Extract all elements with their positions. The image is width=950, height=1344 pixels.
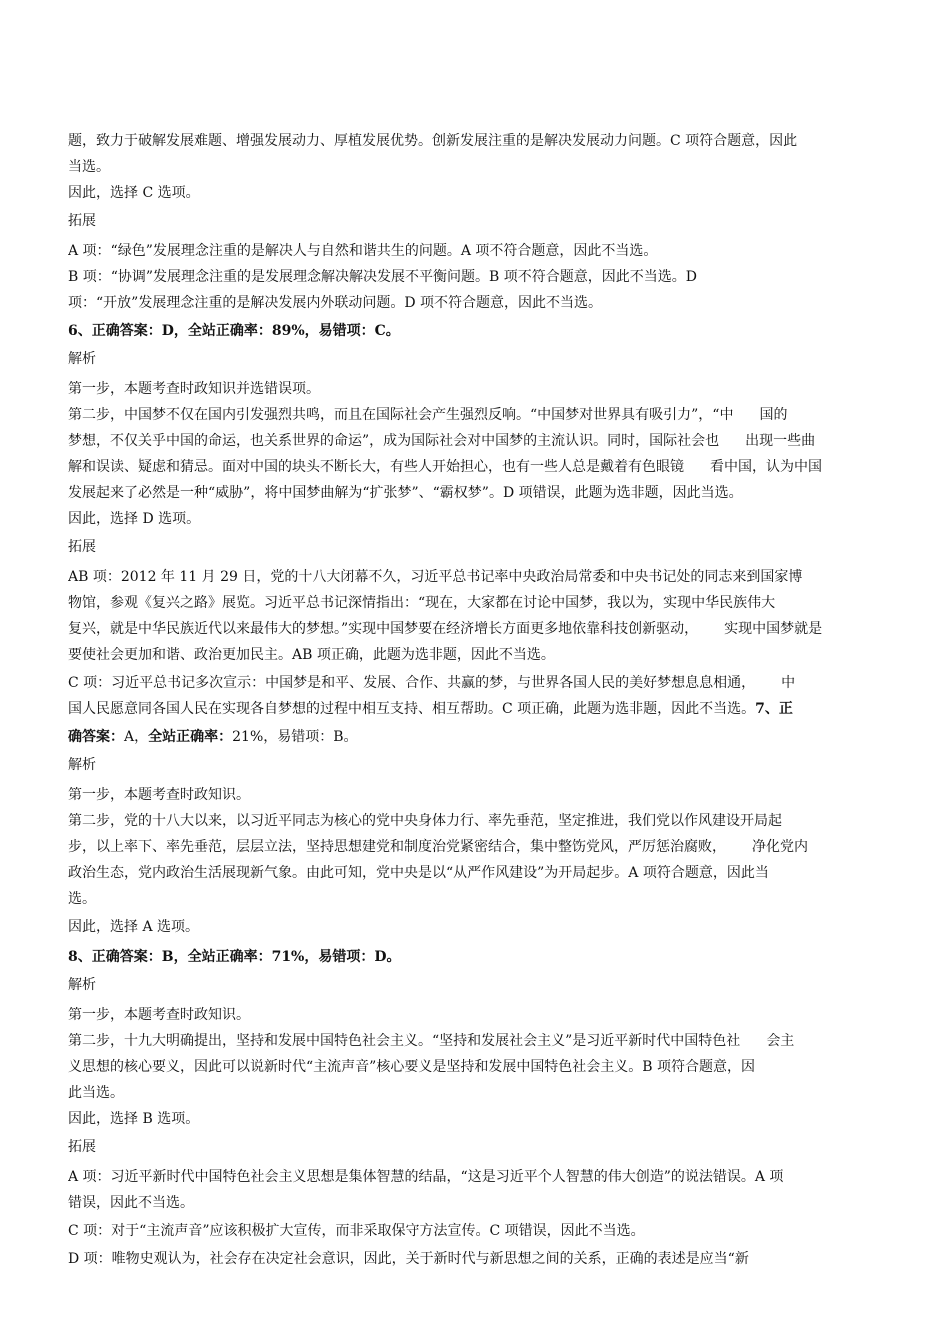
text-line: 要使社会更加和谐、政治更加民主。AB 项正确，此题为选非题，因此不当选。 [68,647,555,663]
text-line: 因此，选择 A 选项。 [68,919,200,935]
text-line [68,674,898,692]
text-line: A 项：习近平新时代中国特色社会主义思想是集体智慧的结晶，“这是习近平个人智慧的伟大创造”的说法错误。A 项 [68,1169,784,1185]
section-label-analysis: 解析 [68,977,96,993]
text-line [68,700,898,718]
text-line [68,406,898,424]
answer-label: 确答案： [68,729,124,745]
text-line: AB 项：2012 年 11 月 29 日，党的十八大闭幕不久，习近平总书记率中央政治局常委和中央书记处的同志来到国家博 [68,569,803,585]
text-fragment: 实现中国梦就是 [724,621,823,637]
text-fragment: 梦想，不仅关乎中国的命运，也关系世界的命运”，成为国际社会对中国梦的主流认识。同时，国际社会也 [68,433,720,449]
text-line: 因此，选择 D 选项。 [68,511,201,527]
text-line: A 项：“绿色”发展理念注重的是解决人与自然和谐共生的问题。A 项不符合题意，因此不当选。 [68,243,658,259]
text-fragment: 第二步，十九大明确提出，坚持和发展中国特色社会主义。“坚持和发展社会主义”是习近平新时代中国特色社 [68,1033,741,1049]
text-line: 第一步，本题考查时政知识。 [68,787,250,803]
text-fragment: 中 [781,675,796,691]
text-line: 发展起来了必然是一种“威胁”，将中国梦曲解为“扩张梦”、“霸权梦”。D 项错误，此题为选非题，因此当选。 [68,485,743,501]
answer-heading-6: 6、正确答案：D，全站正确率：89%，易错项：C。 [68,323,400,339]
text-line [68,458,898,476]
text-fragment: 解和误读、疑虑和猜忌。面对中国的块头不断长大，有些人开始担心，也有一些人总是戴着有色眼镜 [68,459,684,475]
text-line [68,1032,898,1050]
section-label-analysis: 解析 [68,351,96,367]
answer-heading-8: 8、正确答案：B，全站正确率：71%，易错项：D。 [68,949,401,965]
text-line: 当选。 [68,159,110,175]
answer-value: A， [124,729,149,745]
text-line: 义思想的核心要义，因此可以说新时代“主流声音”核心要义是坚持和发展中国特色社会主义。B 项符合题意，因 [68,1059,756,1075]
text-fragment: 会主 [766,1033,795,1049]
section-label-extension: 拓展 [68,213,96,229]
text-line: 项：“开放”发展理念注重的是解决发展内外联动问题。D 项不符合题意，因此不当选。 [68,295,602,311]
text-fragment: 出现一些曲 [745,433,816,449]
text-line: 选。 [68,891,96,907]
text-line [68,728,898,746]
section-label-extension: 拓展 [68,1139,96,1155]
text-line: 政治生态，党内政治生活展现新气象。由此可知，党中央是以“从严作风建设”为开局起步。A 项符合题意，因此当 [68,865,769,881]
text-line [68,620,898,638]
text-line: 此当选。 [68,1085,124,1101]
text-fragment: 净化党内 [752,839,808,855]
accuracy-label: 全站正确率： [148,729,233,745]
text-line: 错误，因此不当选。 [68,1195,194,1211]
text-fragment: 步，以上率下、率先垂范，层层立法，坚持思想建党和制度治党紧密结合，集中整饬党风，严厉惩治腐败， [68,839,726,855]
text-line: 第一步，本题考查时政知识并选错误项。 [68,381,320,397]
text-line [68,838,898,856]
text-fragment: 看中国，认为中国 [710,459,822,475]
text-line: 因此，选择 C 选项。 [68,185,200,201]
text-line: 因此，选择 B 选项。 [68,1111,200,1127]
answer-heading-7: 7、正 [755,701,793,717]
text-fragment: 复兴，就是中华民族近代以来最伟大的梦想。”实现中国梦要在经济增长方面更多地依靠科技创新驱动， [68,621,699,637]
text-line: B 项：“协调”发展理念注重的是发展理念解决解决发展不平衡问题。B 项不符合题意，因此不当选。D [68,269,698,285]
text-fragment: 第二步，中国梦不仅在国内引发强烈共鸣，而且在国际社会产生强烈反响。“中国梦对世界具有吸引力”，“中 [68,407,734,423]
text-line: 第一步，本题考查时政知识。 [68,1007,250,1023]
text-fragment: C 项：习近平总书记多次宣示：中国梦是和平、发展、合作、共赢的梦，与世界各国人民的美好梦想息息相通， [68,675,756,691]
section-label-analysis: 解析 [68,757,96,773]
text-fragment: 国人民愿意同各国人民在实现各自梦想的过程中相互支持、相互帮助。C 项正确，此题为选非题，因此不当选。 [68,701,756,717]
text-line: 题，致力于破解发展难题、增强发展动力、厚植发展优势。创新发展注重的是解决发展动力问题。C 项符合题意，因此 [68,133,798,149]
text-line: C 项：对于“主流声音”应该积极扩大宣传，而非采取保守方法宣传。C 项错误，因此不当选。 [68,1223,645,1239]
text-line: 第二步，党的十八大以来，以习近平同志为核心的党中央身体力行、率先垂范，坚定推进，我们党以作风建设开局起 [68,813,782,829]
text-line [68,432,898,450]
accuracy-value: 21%，易错项：B。 [232,729,358,745]
text-line: D 项：唯物史观认为，社会存在决定社会意识，因此，关于新时代与新思想之间的关系，正确的表述是应当“新 [68,1251,749,1267]
text-line: 物馆，参观《复兴之路》展览。习近平总书记深情指出：“现在，大家都在讨论中国梦，我以为，实现中华民族伟大 [68,595,776,611]
section-label-extension: 拓展 [68,539,96,555]
text-fragment: 国的 [759,407,788,423]
